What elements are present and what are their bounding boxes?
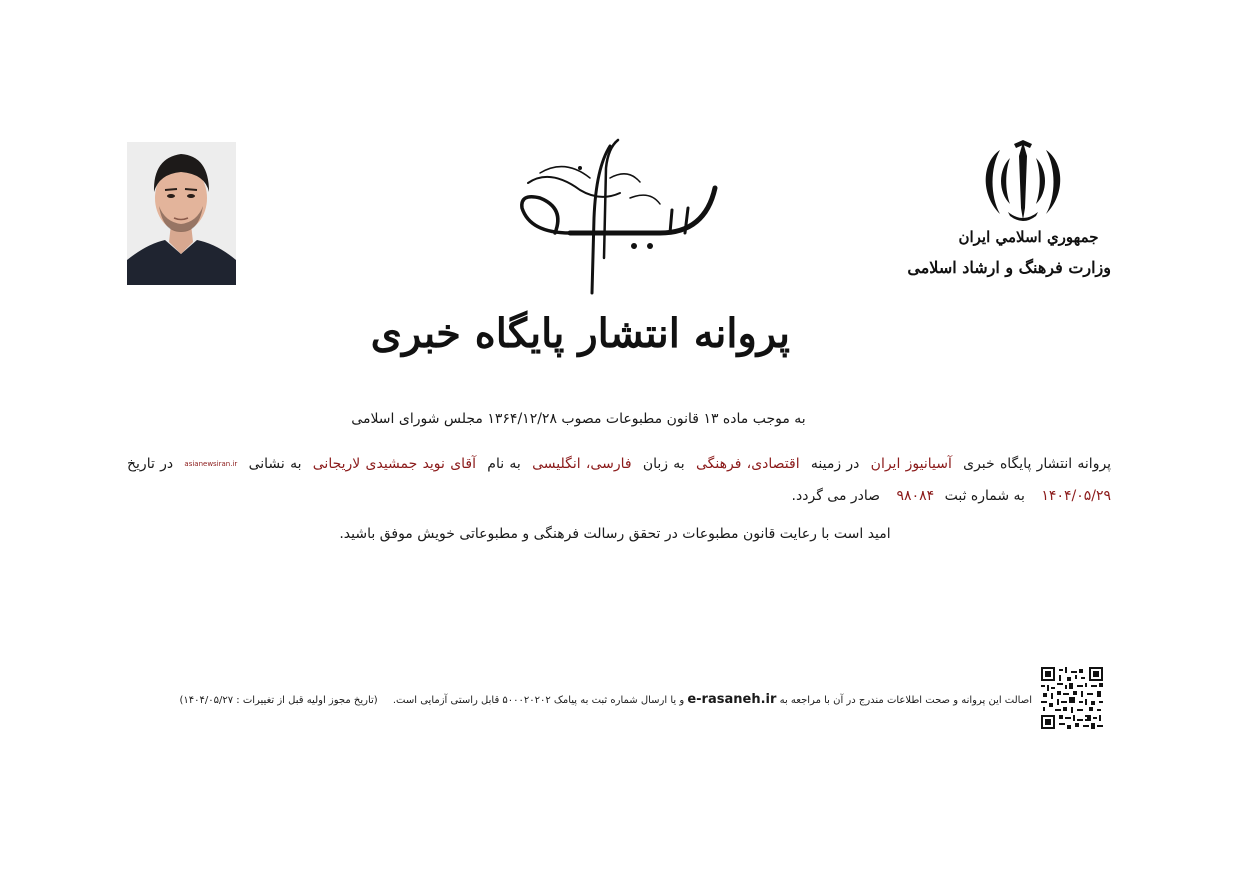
issued-text: صادر می گردد. [791,488,881,504]
emblem-line-ministry: وزارت فرهنگ و ارشاد اسلامی [907,258,1111,277]
page-title: پروانه انتشار پایگاه خبری [370,310,790,357]
basmala-calligraphy [510,138,725,298]
site-address: asianewsiran.ir [184,460,238,468]
license-date: ۱۴۰۴/۰۵/۲۹ [1041,488,1111,504]
license-prefix: پروانه انتشار پایگاه خبری [963,456,1112,472]
emblem-line-republic: جمهوري اسلامي ايران [958,228,1099,246]
authenticity-note [179,692,1032,707]
by-name-label: به نام [487,456,521,472]
law-reference: به موجب ماده ۱۳ قانون مطبوعات مصوب ۱۳۶۴/۱۲/۲۸ مجلس شورای اسلامی [351,411,806,427]
in-field-label: در زمینه [810,456,860,472]
applicant-photo [127,142,236,285]
verification-domain[interactable]: e-rasaneh.ir [687,692,777,707]
authenticity-text-2: و یا ارسال شماره ثبت به پیامک ۵۰۰۰۲۰۲۰۲ قابل راستی آزمایی است. [392,695,685,706]
date-label: در تاریخ [127,456,174,472]
license-statement-cont [792,488,1111,504]
authenticity-text-1: اصالت این پروانه و صحت اطلاعات مندرج در آن با مراجعه به [779,695,1032,706]
languages-value: فارسی، انگلیسی [532,456,632,472]
address-label: به نشانی [248,456,302,472]
initial-date-note: (تاریخ مجوز اولیه قبل از تغییرات : ۱۴۰۴/۰۵/۲۷) [179,695,378,706]
fields-value: اقتصادی، فرهنگی [695,456,800,472]
qr-code-icon[interactable] [1041,667,1103,729]
reg-number-label: به شماره ثبت [944,488,1025,504]
ministry-emblem [907,138,1111,288]
in-language-label: به زبان [642,456,685,472]
owner-name: آقای نوید جمشیدی لاریجانی [312,456,477,472]
site-name: آسیانیوز ایران [870,456,952,472]
reg-number: ۹۸۰۸۴ [896,488,935,504]
closing-note: امید است با رعایت قانون مطبوعات در تحقق رسالت فرهنگی و مطبوعاتی خویش موفق باشید. [339,526,891,542]
license-statement [127,456,1111,472]
iran-emblem-icon [978,138,1068,226]
